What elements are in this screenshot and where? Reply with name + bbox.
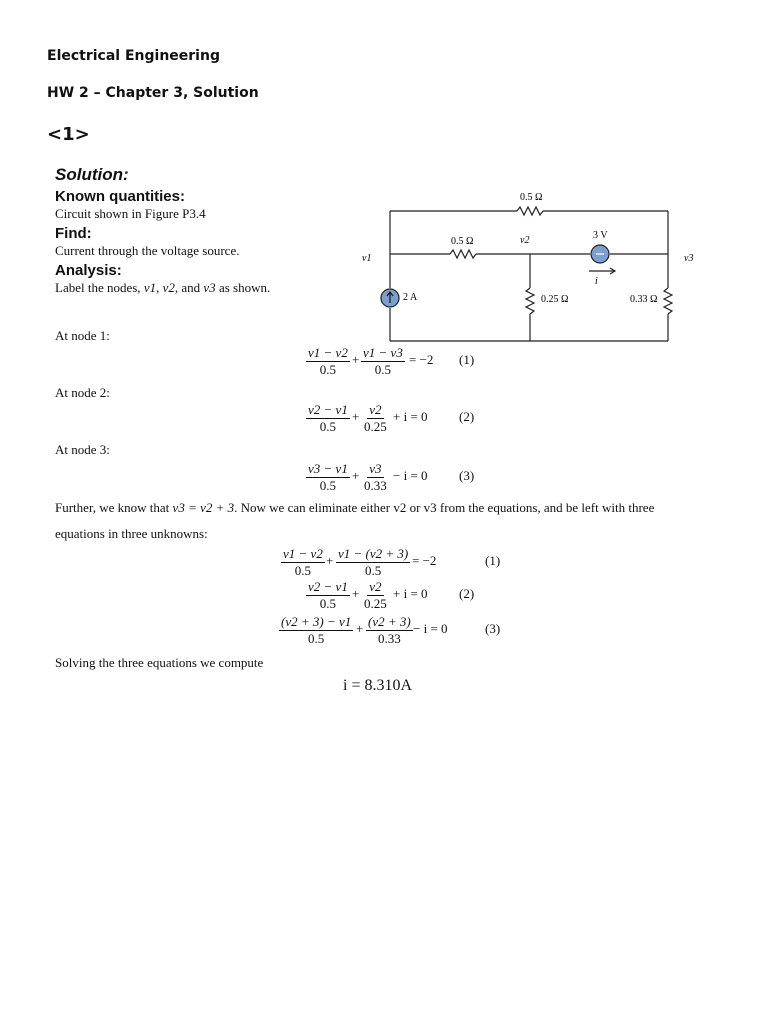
eq2-fraction-a: $\frac{v2 - v1}{0.5}$ xyxy=(308,402,348,434)
sys3-tail: − i = 0 xyxy=(413,621,448,636)
sys3-fraction-b: $\frac{(v2 + 3)}{0.33}$ xyxy=(368,614,411,646)
analysis-heading: Analysis: xyxy=(55,262,122,279)
eq3-op: + xyxy=(352,468,360,483)
label-r-top: 0.5 Ω xyxy=(520,192,543,203)
label-node1: v1 xyxy=(362,253,372,264)
relation: v3 = v2 + 3 xyxy=(172,500,235,515)
analysis-text-pre: Label the nodes, xyxy=(55,280,144,295)
homework-title: HW 2 – Chapter 3, Solution xyxy=(47,85,259,101)
sys2-fraction-a: $\frac{v2 - v1}{0.5}$ xyxy=(308,579,348,611)
label-node3: v3 xyxy=(684,253,694,264)
result-intro: Solving the three equations we compute xyxy=(55,655,264,670)
sys3-fraction-a: $\frac{(v2 + 3) - v1}{0.5}$ xyxy=(281,614,352,646)
further-line-1 xyxy=(55,500,654,516)
resistor-mid xyxy=(526,288,534,314)
circuit-diagram xyxy=(355,188,705,348)
sys2-number: (2) xyxy=(459,586,475,601)
eq2-op: + xyxy=(352,409,360,424)
eq3-number: (3) xyxy=(459,468,475,483)
eq2-tail: + i = 0 xyxy=(393,409,428,424)
label-current-i: i xyxy=(595,276,598,287)
further-line-2: equations in three unknowns: xyxy=(55,526,208,541)
label-r-right: 0.33 Ω xyxy=(630,294,658,305)
analysis-text-post: as shown. xyxy=(215,280,271,295)
result-answer: i = 8.310A xyxy=(343,677,413,694)
analysis-v2: v2 xyxy=(162,280,175,295)
sys1-fraction-b: $\frac{v1 - (v2 + 3)}{0.5}$ xyxy=(338,546,409,578)
course-title: Electrical Engineering xyxy=(47,48,220,64)
label-node2: v2 xyxy=(520,235,530,246)
eq3-fraction-b: $\frac{v3}{0.33}$ xyxy=(364,461,387,493)
node2-label: At node 2: xyxy=(55,385,110,400)
solution-heading: Solution: xyxy=(55,165,129,184)
eq3-tail: − i = 0 xyxy=(393,468,428,483)
label-source-i: 2 A xyxy=(403,292,418,303)
sys1-op: + xyxy=(326,553,334,568)
label-r-left: 0.5 Ω xyxy=(451,236,474,247)
node1-label: At node 1: xyxy=(55,328,110,343)
eq1-number: (1) xyxy=(459,352,475,367)
resistor-right xyxy=(664,288,672,314)
eq2-fraction-b: $\frac{v2}{0.25}$ xyxy=(364,402,387,434)
eq1-tail: = −2 xyxy=(409,352,434,367)
further-pre: Further, we know that xyxy=(55,500,170,515)
sys2-tail: + i = 0 xyxy=(393,586,428,601)
known-text: Circuit shown in Figure P3.4 xyxy=(55,206,206,221)
sys2-fraction-b: $\frac{v2}{0.25}$ xyxy=(364,579,387,611)
sys1-tail: = −2 xyxy=(412,553,437,568)
sys1-fraction-a: $\frac{v1 - v2}{0.5}$ xyxy=(283,546,323,578)
resistor-top xyxy=(517,207,543,215)
known-heading: Known quantities: xyxy=(55,188,185,205)
sys1-number: (1) xyxy=(485,553,501,568)
sys3-number: (3) xyxy=(485,621,501,636)
further-post: . Now we can eliminate either v2 or v3 from the equations, and be left with three xyxy=(234,500,655,515)
analysis-sep2: , and xyxy=(174,280,204,295)
analysis-v3: v3 xyxy=(203,280,216,295)
eq1-op: + xyxy=(352,352,360,367)
analysis-text xyxy=(55,280,270,296)
eq1-fraction-a: $\frac{v1 - v2}{0.5}$ xyxy=(308,345,348,377)
find-heading: Find: xyxy=(55,225,92,242)
resistor-left xyxy=(450,250,476,258)
analysis-v1: v1 xyxy=(143,280,157,295)
problem-number: <1> xyxy=(47,124,90,145)
analysis-sep1: , xyxy=(156,280,163,295)
label-r-mid: 0.25 Ω xyxy=(541,294,569,305)
node3-label: At node 3: xyxy=(55,442,110,457)
label-source-v: 3 V xyxy=(593,230,608,241)
find-text: Current through the voltage source. xyxy=(55,243,240,258)
sys2-op: + xyxy=(352,586,360,601)
eq2-number: (2) xyxy=(459,409,475,424)
eq1-fraction-b: $\frac{v1 - v3}{0.5}$ xyxy=(363,345,403,377)
sys3-op: + xyxy=(356,621,364,636)
eq3-fraction-a: $\frac{v3 - v1}{0.5}$ xyxy=(308,461,348,493)
